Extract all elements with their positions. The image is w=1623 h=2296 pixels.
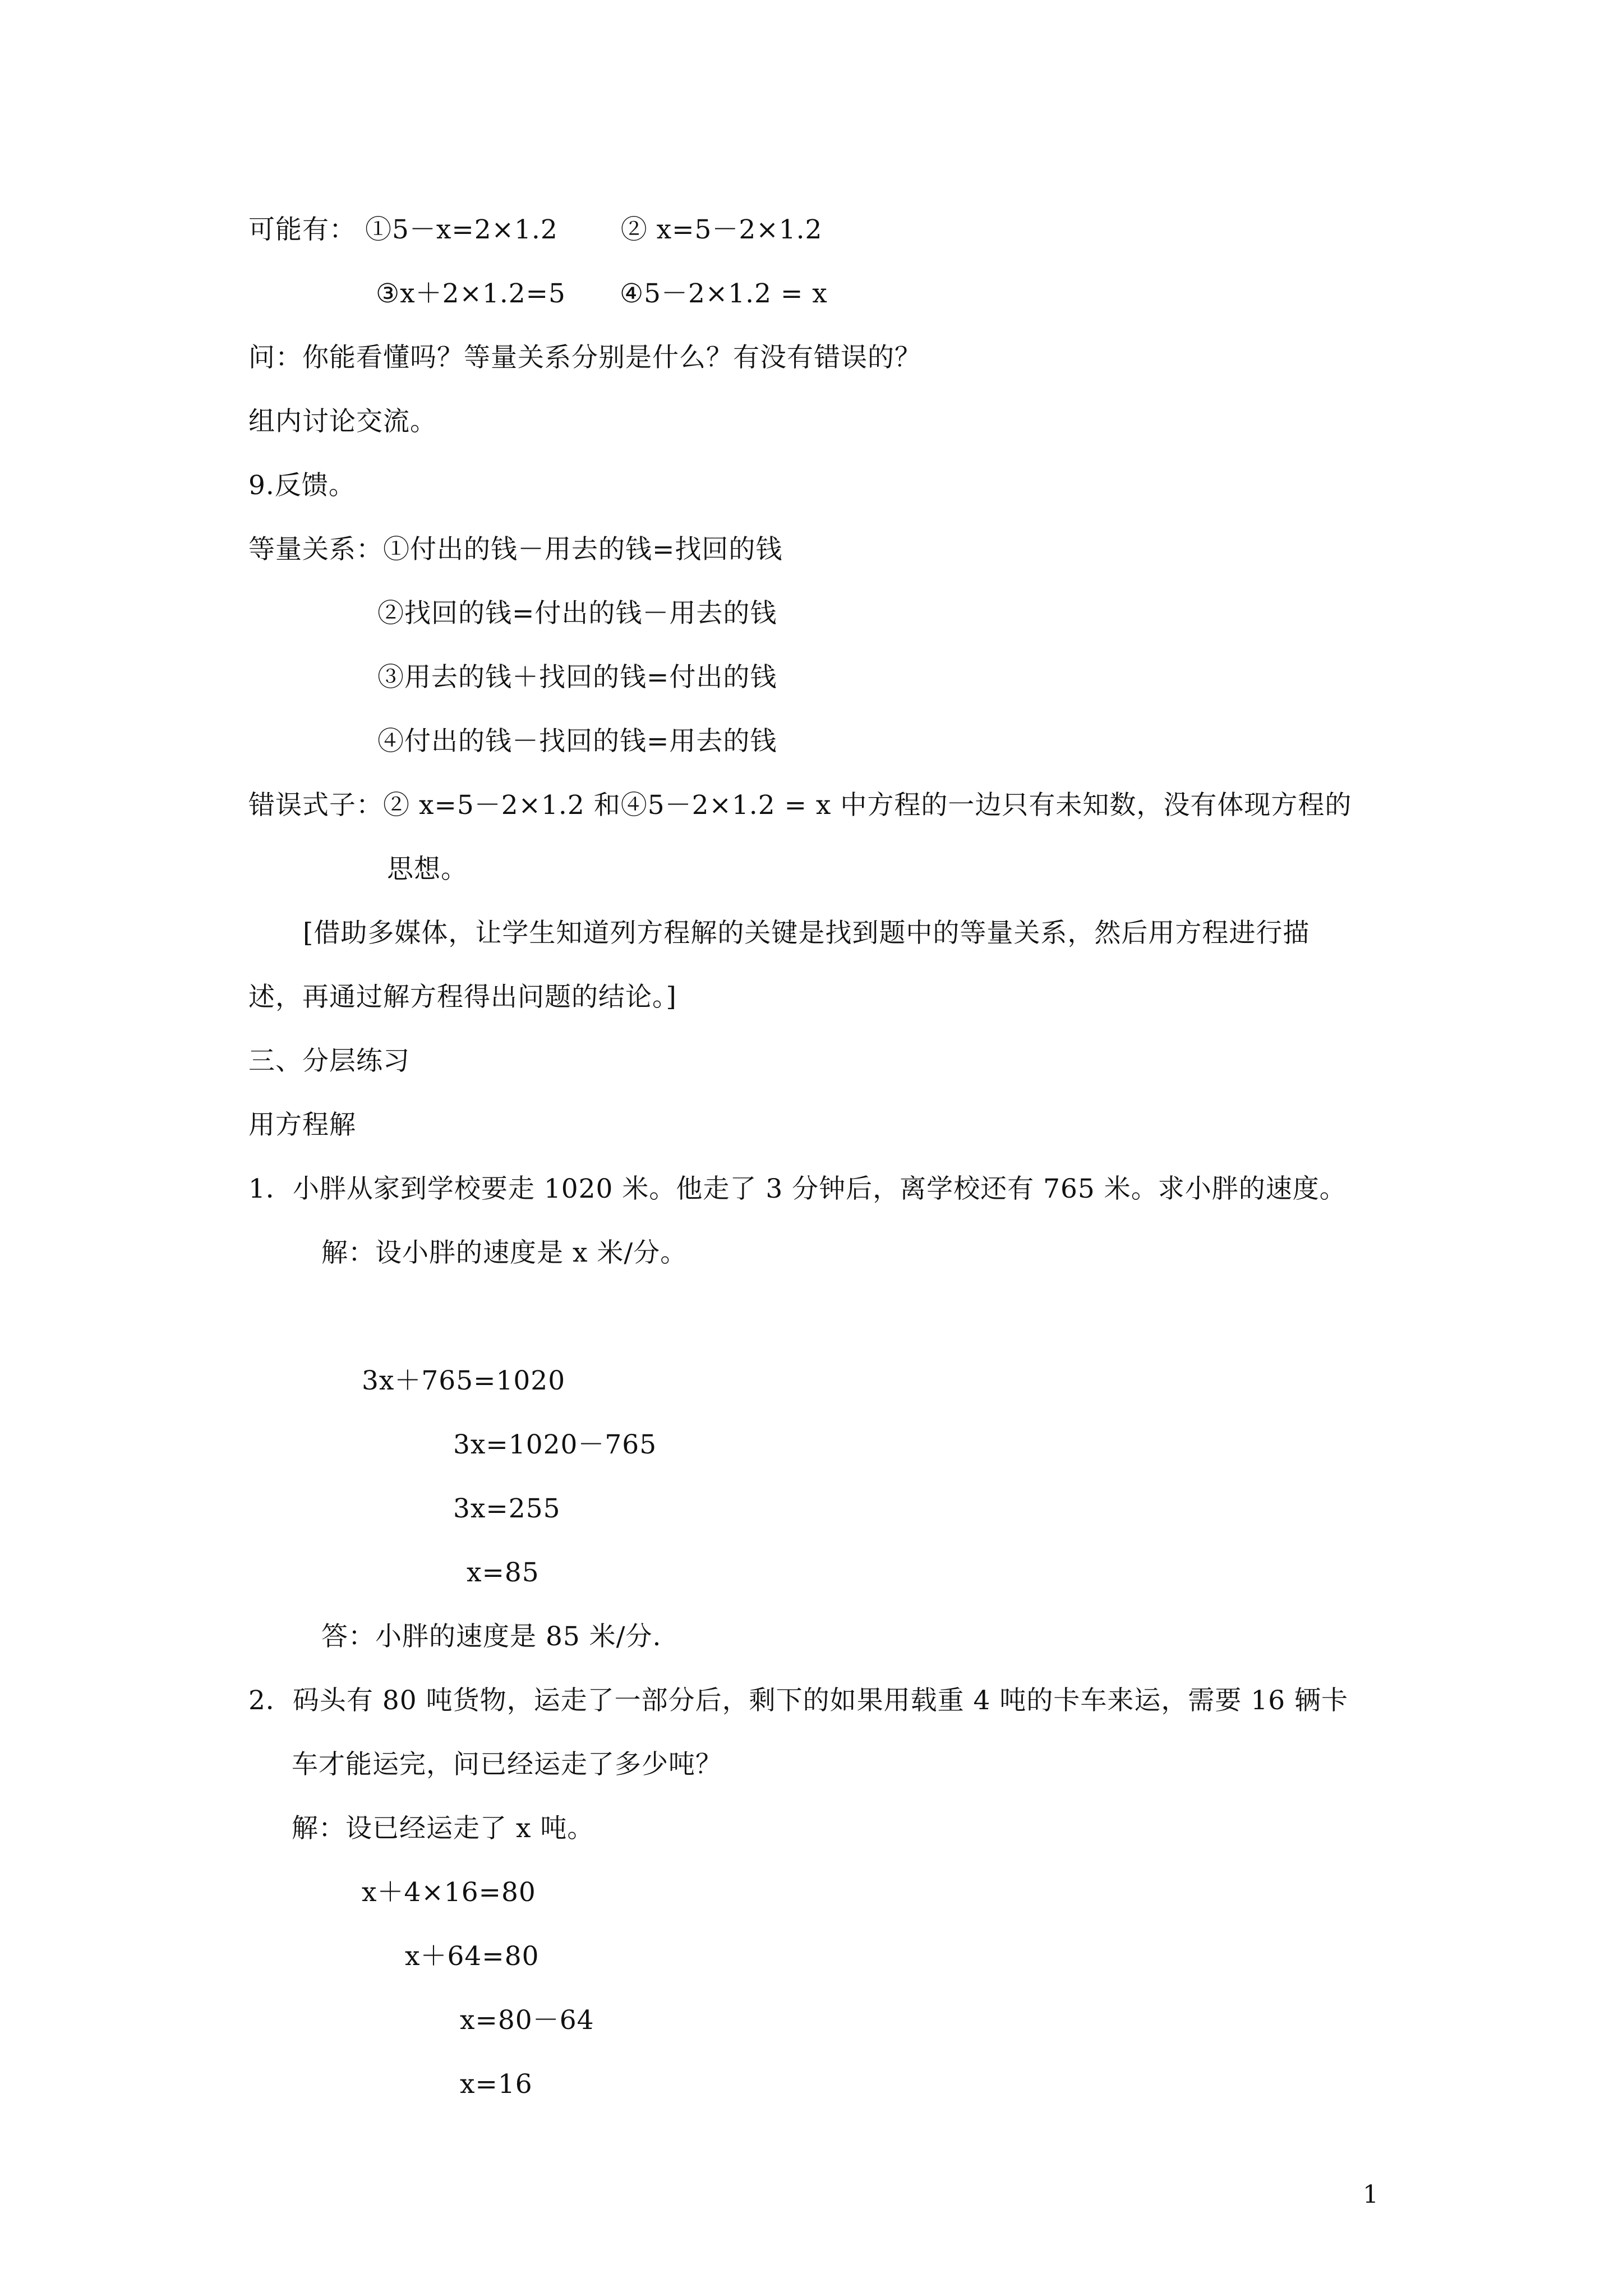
text-line-wrong-expressions-cont: 思想。	[387, 854, 468, 885]
problem-2-statement: 2．码头有 80 吨货物，运走了一部分后，剩下的如果用载重 4 吨的卡车来运，需要 16 辆卡	[248, 1685, 1349, 1716]
text-line-equations-possible: 可能有： ①5－x=2×1.2 ② x=5－2×1.2	[248, 214, 823, 245]
problem-2-step-2: x＋64=80	[405, 1941, 540, 1972]
problem-2-step-3: x=80－64	[460, 2005, 594, 2036]
problem-2-step-4: x=16	[460, 2069, 533, 2100]
text-line-feedback-heading: 9.反馈。	[248, 470, 356, 501]
problem-1-step-4: x=85	[467, 1557, 540, 1588]
problem-1-step-1: 3x＋765=1020	[362, 1365, 566, 1396]
text-line-equations-3-4: ③x＋2×1.2=5 ④5－2×1.2 = x	[376, 278, 828, 309]
text-line-question: 问：你能看懂吗？等量关系分别是什么？有没有错误的？	[248, 342, 921, 373]
text-line-wrong-expressions: 错误式子：② x=5－2×1.2 和④5－2×1.2 = x 中方程的一边只有未知数，没有体现方程的	[248, 790, 1352, 821]
text-line-relation-3: ③用去的钱＋找回的钱=付出的钱	[377, 662, 777, 693]
problem-1-step-2: 3x=1020－765	[453, 1429, 657, 1460]
text-line-relation-4: ④付出的钱－找回的钱=用去的钱	[377, 726, 777, 757]
text-line-relation-2: ②找回的钱=付出的钱－用去的钱	[377, 598, 777, 629]
text-line-group-discussion: 组内讨论交流。	[248, 406, 437, 437]
text-line-use-equations: 用方程解	[248, 1110, 356, 1140]
problem-2-step-1: x＋4×16=80	[362, 1877, 536, 1908]
problem-2-statement-cont: 车才能运完，问已经运走了多少吨？	[292, 1749, 722, 1780]
text-line-relation-1: 等量关系：①付出的钱－用去的钱=找回的钱	[248, 534, 783, 565]
problem-1-statement: 1．小胖从家到学校要走 1020 米。他走了 3 分钟后，离学校还有 765 米。求小胖的速度。	[248, 1174, 1347, 1204]
problem-1-let: 解：设小胖的速度是 x 米/分。	[321, 1237, 688, 1268]
section-heading-practice: 三、分层练习	[248, 1046, 410, 1076]
problem-1-answer: 答：小胖的速度是 85 米/分.	[321, 1621, 662, 1652]
text-line-note-cont: 述，再通过解方程得出问题的结论。]	[248, 982, 677, 1013]
problem-2-let: 解：设已经运走了 x 吨。	[292, 1813, 594, 1844]
page-number: 1	[1363, 2180, 1378, 2209]
problem-1-step-3: 3x=255	[453, 1493, 561, 1524]
text-line-note: [借助多媒体，让学生知道列方程解的关键是找到题中的等量关系，然后用方程进行描	[303, 918, 1310, 949]
